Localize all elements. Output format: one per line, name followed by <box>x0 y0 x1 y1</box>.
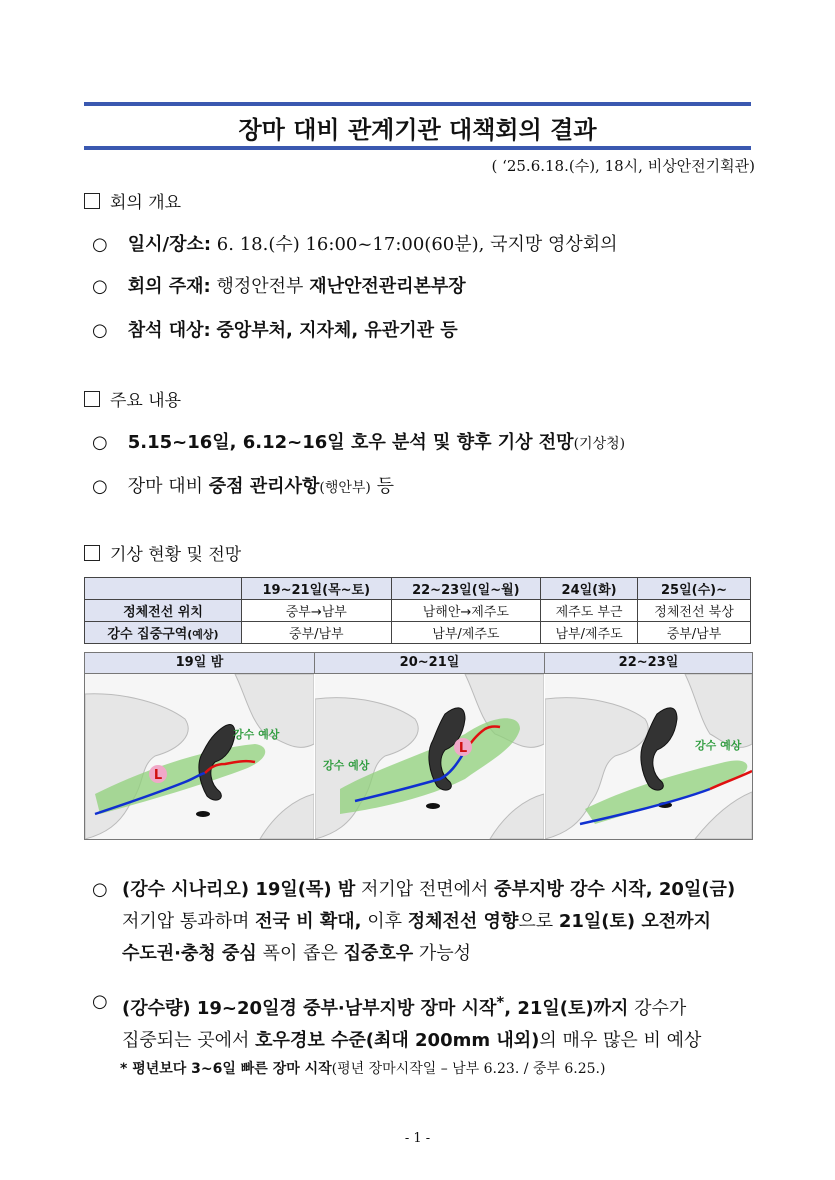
list-item: ○ 장마 대비 중점 관리사항(행안부) 등 <box>92 476 394 497</box>
paragraph-rain-scenario: ○ (강수 시나리오) 19일(목) 밤 저기압 전면에서 중부지방 강수 시작, 20일(금) 저기압 통과하며 전국 비 확대, 이후 정체전선 영향으로 21일(토) 오전까지 수도권·충청 중심 폭이 좁은 집중호우 가능성 <box>92 874 762 970</box>
checkbox-icon <box>84 545 100 561</box>
map-title: 22~23일 <box>545 653 752 674</box>
circle-bullet-icon: ○ <box>92 879 108 900</box>
paragraph-rainfall: ○ (강수량) 19~20일경 중부·남부지방 장마 시작*, 21일(토)까지 강수가 집중되는 곳에서 호우경보 수준(최대 200mm 내외)의 매우 많은 비 예상 <box>92 986 762 1057</box>
page-title: 장마 대비 관계기관 대책회의 결과 <box>238 116 597 144</box>
meeting-meta: ( ‘25.6.18.(수), 18시, 비상안전기획관) <box>491 157 755 175</box>
section-heading-main: 주요 내용 <box>84 386 181 411</box>
weather-map-3 <box>545 674 752 839</box>
table-row: 강수 집중구역(예상) 중부/남부 남부/제주도 남부/제주도 중부/남부 <box>85 622 751 644</box>
table-row: 정체전선 위치 중부→남부 남해안→제주도 제주도 부근 정체전선 북상 <box>85 600 751 622</box>
circle-bullet-icon: ○ <box>92 432 108 453</box>
section-heading-weather: 기상 현황 및 전망 <box>84 540 241 565</box>
checkbox-icon <box>84 391 100 407</box>
list-item: ○ 회의 주재: 행정안전부 재난안전관리본부장 <box>92 276 466 297</box>
circle-bullet-icon: ○ <box>92 276 108 297</box>
footnote: * 평년보다 3~6일 빠른 장마 시작(평년 장마시작일 – 남부 6.23. / 중부 6.25.) <box>120 1061 606 1077</box>
table-header-row: 19~21일(목~토) 22~23일(일~월) 24일(화) 25일(수)~ <box>85 578 751 600</box>
low-pressure-label: L <box>153 768 163 783</box>
circle-bullet-icon: ○ <box>92 991 108 1012</box>
circle-bullet-icon: ○ <box>92 476 108 497</box>
section-heading-overview: 회의 개요 <box>84 188 181 213</box>
forecast-table <box>84 577 751 644</box>
title-rule-top <box>84 102 751 106</box>
weather-map-1 <box>85 674 314 839</box>
map-title: 19일 밤 <box>85 653 315 674</box>
low-pressure-label: L <box>458 741 468 756</box>
map-title: 20~21일 <box>315 653 545 674</box>
rain-forecast-label: 강수 예상 <box>233 728 280 741</box>
checkbox-icon <box>84 193 100 209</box>
forecast-maps <box>84 652 753 840</box>
list-item: ○ 일시/장소: 6. 18.(수) 16:00~17:00(60분), 국지망 영상회의 <box>92 234 618 255</box>
rain-forecast-label: 강수 예상 <box>323 759 370 772</box>
list-item: ○ 5.15~16일, 6.12~16일 호우 분석 및 향후 기상 전망(기상청) <box>92 432 626 453</box>
list-item: ○ 참석 대상: 중앙부처, 지자체, 유관기관 등 <box>92 320 458 341</box>
circle-bullet-icon: ○ <box>92 320 108 341</box>
jeju-island <box>196 811 210 817</box>
jeju-island <box>426 803 440 809</box>
page-number: - 1 - <box>404 1131 431 1146</box>
circle-bullet-icon: ○ <box>92 234 108 255</box>
weather-map-2 <box>315 674 544 839</box>
rain-forecast-label: 강수 예상 <box>695 739 742 752</box>
title-rule-bottom <box>84 146 751 150</box>
